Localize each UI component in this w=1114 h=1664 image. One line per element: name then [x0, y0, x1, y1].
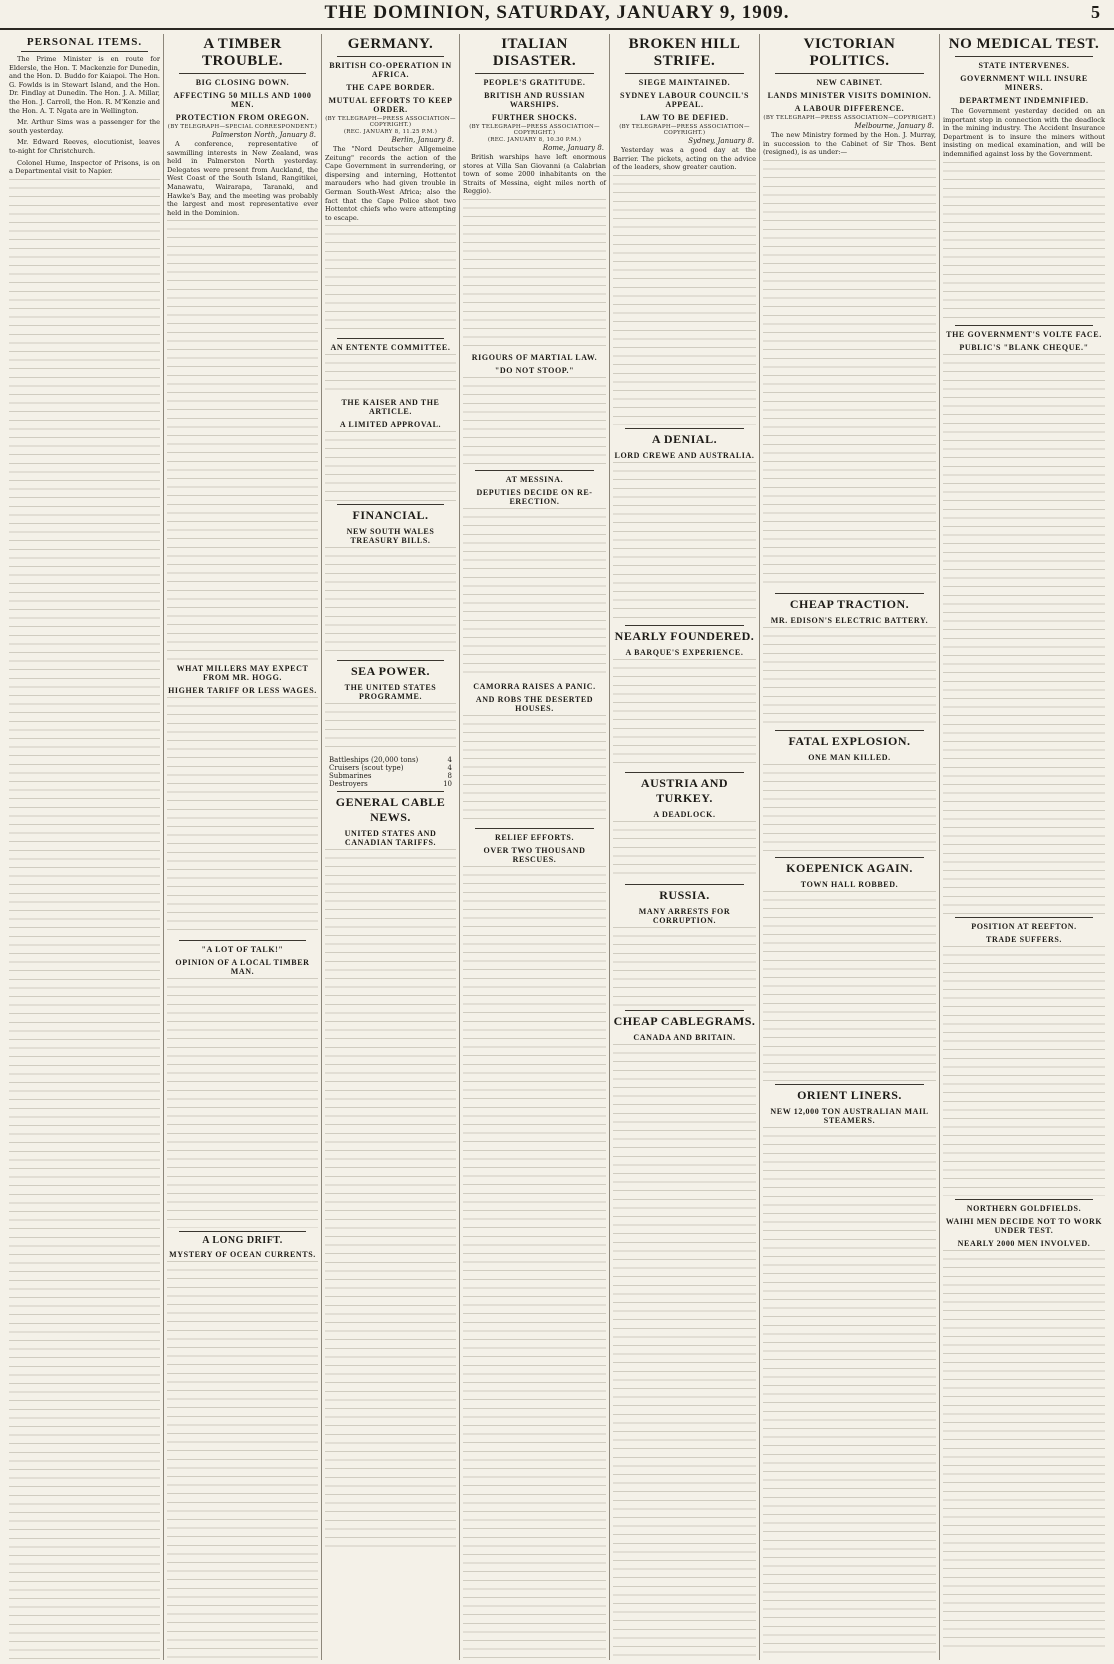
subheading: NEW SOUTH WALES TREASURY BILLS. — [346, 527, 435, 546]
body-text — [463, 377, 606, 467]
subheading: MYSTERY OF OCEAN CURRENTS. — [169, 1250, 316, 1260]
divider — [337, 791, 444, 792]
body-text — [613, 659, 756, 769]
subheading: RELIEF EFFORTS. — [494, 832, 575, 842]
subheading: A LIMITED APPROVAL. — [339, 420, 442, 430]
article-headline: FATAL EXPLOSION. — [788, 733, 911, 748]
article-headline: AUSTRIA AND TURKEY. — [640, 775, 729, 805]
article-headline: KOEPENICK AGAIN. — [786, 860, 913, 875]
article-paragraph: The new Ministry formed by the Hon. J. Murray, in succession to the Cabinet of Sir Thos. Bent (resigned), is as under:— — [763, 131, 936, 157]
subheading: SYDNEY LABOUR COUNCIL'S APPEAL. — [619, 91, 750, 109]
dateline: Palmerston North, January 8. — [211, 131, 316, 139]
body-text — [9, 179, 160, 1660]
subheading: DEPARTMENT INDEMNIFIED. — [959, 96, 1089, 105]
article-headline: FINANCIAL. — [352, 508, 429, 523]
divider — [625, 73, 744, 74]
article-headline: CHEAP CABLEGRAMS. — [613, 1013, 756, 1028]
divider — [955, 917, 1093, 918]
subheading: PUBLIC'S "BLANK CHEQUE." — [959, 342, 1089, 352]
body-text — [325, 225, 456, 335]
body-text — [943, 354, 1105, 914]
subheading: OVER TWO THOUSAND RESCUES. — [483, 845, 586, 864]
article-paragraph: Yesterday was a good day at the Barrier. The pickets, acting on the advice of the leaders, show greater caution. — [613, 146, 756, 172]
subheading: TOWN HALL ROBBED. — [800, 879, 899, 889]
article-headline: A LONG DRIFT. — [202, 1235, 283, 1247]
divider — [337, 504, 444, 505]
divider — [21, 51, 148, 52]
article-headline: ITALIAN DISASTER. — [492, 36, 577, 69]
body-text — [325, 703, 456, 753]
dateline: Melbourne, January 8. — [854, 122, 934, 130]
subheading: PEOPLE'S GRATITUDE. — [483, 78, 586, 87]
subheading: MUTUAL EFFORTS TO KEEP ORDER. — [328, 96, 453, 114]
section-heading: PERSONAL ITEMS. — [26, 36, 143, 48]
divider — [475, 470, 594, 471]
divider — [625, 884, 744, 885]
divider — [475, 828, 594, 829]
subheading: CANADA AND BRITAIN. — [633, 1032, 736, 1042]
divider — [625, 428, 744, 429]
table-cell: 8 — [447, 772, 452, 781]
table-row — [325, 764, 456, 772]
body-text — [613, 175, 756, 425]
navy-table — [325, 756, 456, 788]
divider — [775, 593, 924, 594]
body-text — [463, 866, 606, 1660]
columns — [6, 34, 1108, 1660]
newspaper-title: THE DOMINION, SATURDAY, JANUARY 9, 1909. — [324, 2, 790, 23]
column-broken-hill — [610, 34, 760, 1660]
masthead — [0, 0, 1114, 30]
divider — [955, 325, 1093, 326]
body-text — [325, 354, 456, 394]
divider — [337, 660, 444, 661]
article-headline: SEA POWER. — [350, 664, 430, 679]
table-cell: Battleships (20,000 tons) — [329, 756, 419, 765]
body-text — [613, 1044, 756, 1660]
credit-line: (BY TELEGRAPH—PRESS ASSOCIATION—COPYRIGHT.) — [325, 116, 456, 128]
page-number: 5 — [1091, 2, 1100, 22]
subheading: UNITED STATES AND CANADIAN TARIFFS. — [344, 829, 437, 848]
article-headline: A TIMBER TROUBLE. — [201, 36, 284, 69]
article-paragraph: Mr. Edward Reeves, elocutionist, leaves to-night for Christchurch. — [9, 138, 160, 155]
divider — [775, 857, 924, 858]
body-text — [613, 462, 756, 622]
dateline: Berlin, January 8. — [391, 136, 454, 144]
divider — [179, 73, 306, 74]
subheading: "A LOT OF TALK!" — [201, 945, 284, 955]
table-row — [325, 756, 456, 764]
dateline: Sydney, January 8. — [688, 137, 754, 145]
subheading: LORD CREWE AND AUSTRALIA. — [614, 450, 755, 460]
divider — [337, 56, 444, 57]
body-text — [325, 431, 456, 501]
subheading: NORTHERN GOLDFIELDS. — [966, 1203, 1082, 1213]
body-text — [463, 199, 606, 349]
divider — [955, 1199, 1093, 1200]
received-line: (REC. JANUARY 8, 11.25 P.M.) — [343, 129, 438, 135]
credit-line: (BY TELEGRAPH—PRESS ASSOCIATION—COPYRIGHT.) — [763, 115, 936, 121]
article-paragraph: Colonel Hume, Inspector of Prisons, is on a Departmental visit to Napier. — [9, 158, 160, 176]
table-cell: Cruisers (scout type) — [329, 764, 404, 773]
subheading: STATE INTERVENES. — [978, 61, 1070, 70]
article-headline: BROKEN HILL STRIFE. — [628, 36, 741, 69]
divider — [625, 625, 744, 626]
subheading: WHAT MILLERS MAY EXPECT FROM MR. HOGG. — [176, 664, 309, 683]
body-text — [167, 220, 318, 660]
subheading: MR. EDISON'S ELECTRIC BATTERY. — [770, 615, 929, 625]
subheading: WAIHI MEN DECIDE NOT TO WORK UNDER TEST. — [945, 1216, 1103, 1235]
article-headline: GENERAL CABLE NEWS. — [335, 795, 446, 825]
table-row — [325, 772, 456, 780]
divider — [337, 338, 444, 339]
article-paragraph: British warships have left enormous stores at Villa San Giovanni (a Calabrian town of some 2000 inhabitants on the Straits of Messina, eight miles north of Reggio). — [463, 153, 606, 196]
article-headline: NO MEDICAL TEST. — [948, 36, 1100, 52]
subheading: PROTECTION FROM OREGON. — [175, 113, 310, 122]
article-headline: GERMANY. — [347, 36, 434, 52]
subheading: AND ROBS THE DESERTED HOUSES. — [475, 694, 594, 713]
subheading: TRADE SUFFERS. — [986, 934, 1062, 944]
article-paragraph: The "Nord Deutscher Allgemeine Zeitung" records the action of the Cape Government in surrendering, or dispersing and interning, Hottentot marauders who had given trouble in German South-West Africa; also the fact that the Cape Police shot two Hottentot chiefs who were attempting to escape. — [325, 145, 456, 222]
subheading: FURTHER SHOCKS. — [491, 113, 578, 122]
subheading: THE CAPE BORDER. — [346, 83, 435, 92]
subheading: THE KAISER AND THE ARTICLE. — [341, 398, 440, 417]
article-headline: CHEAP TRACTION. — [789, 596, 910, 611]
subheading: NEW CABINET. — [816, 78, 883, 87]
subheading: DEPUTIES DECIDE ON RE-ERECTION. — [476, 487, 593, 506]
subheading: A LABOUR DIFFERENCE. — [794, 104, 905, 113]
body-text — [763, 160, 936, 590]
subheading: SIEGE MAINTAINED. — [638, 78, 731, 87]
body-text — [463, 508, 606, 678]
article-paragraph: A conference, representative of sawmilling interests in New Zealand, was held in Palmerston North yesterday. Delegates were present from Auckland, the West Coast of the South Island, Rangitikei, Manawatu, Wairarapa, Taranaki, and Hawke's Bay, and the meeting was probably the largest and most representative ever held in the Dominion. — [167, 140, 318, 217]
divider — [625, 1010, 744, 1011]
article-paragraph: The Prime Minister is en route for Eldersle, the Hon. T. Mackenzie for Dunedin, and the Hon. D. Buddo for Kaiapoi. The Hon. G. Fowlds is in Stewart Island, and the Hon. Dr. Findlay at Dunedin. The Hon. J. A. Millar, the Hon. J. Carroll, the Hon. R. M'Kenzie and the Hon. A. T. Ngata are in Wellington. — [9, 55, 160, 115]
column-italian — [460, 34, 610, 1660]
subheading: A DEADLOCK. — [653, 809, 716, 819]
subheading: OPINION OF A LOCAL TIMBER MAN. — [175, 958, 310, 977]
body-text — [943, 1250, 1105, 1650]
divider — [475, 73, 594, 74]
body-text — [325, 547, 456, 657]
body-text — [167, 1261, 318, 1660]
subheading: LAW TO BE DEFIED. — [640, 113, 729, 122]
credit-line: (BY TELEGRAPH—PRESS ASSOCIATION—COPYRIGHT.) — [619, 124, 750, 136]
body-text — [325, 849, 456, 1549]
subheading: RIGOURS OF MARTIAL LAW. — [471, 352, 598, 362]
divider — [775, 730, 924, 731]
dateline: Rome, January 8. — [542, 144, 604, 152]
divider — [179, 1231, 306, 1232]
article-paragraph: The Government yesterday decided on an important step in connection with the deadlock in the mining industry. The Accident Insurance Department is to insure the miners without insisting on medical examination, and will be indemnified against loss by the Government. — [943, 107, 1105, 158]
article-headline: ORIENT LINERS. — [797, 1087, 902, 1102]
subheading: A BARQUE'S EXPERIENCE. — [625, 647, 744, 657]
subheading: THE UNITED STATES PROGRAMME. — [344, 683, 437, 702]
table-cell: 4 — [447, 756, 452, 765]
received-line: (REC. JANUARY 8, 10.30 P.M.) — [487, 137, 582, 143]
table-cell: Destroyers — [329, 780, 368, 789]
divider — [955, 56, 1093, 57]
body-text — [763, 764, 936, 854]
subheading: MANY ARRESTS FOR CORRUPTION. — [638, 906, 731, 925]
body-text — [613, 821, 756, 881]
body-text — [763, 891, 936, 1081]
body-text — [763, 1127, 936, 1660]
body-text — [167, 697, 318, 937]
subheading: AN ENTENTE COMMITTEE. — [330, 343, 451, 353]
subheading: "DO NOT STOOP." — [494, 365, 575, 375]
table-row — [325, 780, 456, 788]
subheading: GOVERNMENT WILL INSURE MINERS. — [960, 74, 1088, 92]
subheading: LANDS MINISTER VISITS DOMINION. — [767, 91, 932, 100]
subheading: NEW 12,000 TON AUSTRALIAN MAIL STEAMERS. — [770, 1106, 929, 1125]
body-text — [763, 627, 936, 727]
body-text — [613, 927, 756, 1007]
column-victorian — [760, 34, 940, 1660]
table-cell: Submarines — [329, 772, 372, 781]
article-headline: NEARLY FOUNDERED. — [614, 628, 755, 643]
article-paragraph: Mr. Arthur Sims was a passenger for the south yesterday. — [9, 118, 160, 135]
divider — [179, 940, 306, 941]
body-text — [943, 162, 1105, 322]
divider — [775, 1084, 924, 1085]
divider — [625, 772, 744, 773]
body-text — [463, 715, 606, 825]
divider — [775, 73, 924, 74]
subheading: AFFECTING 50 MILLS AND 1000 MEN. — [173, 91, 312, 109]
column-timber — [164, 34, 322, 1660]
column-medical — [940, 34, 1108, 1660]
subheading: CAMORRA RAISES A PANIC. — [473, 681, 596, 691]
table-cell: 10 — [443, 780, 452, 789]
credit-line: (BY TELEGRAPH—SPECIAL CORRESPONDENT.) — [167, 124, 318, 130]
subheading: HIGHER TARIFF OR LESS WAGES. — [168, 686, 317, 696]
column-personal — [6, 34, 164, 1660]
subheading: BRITISH AND RUSSIAN WARSHIPS. — [484, 91, 585, 109]
subheading: BIG CLOSING DOWN. — [195, 78, 290, 87]
body-text — [167, 978, 318, 1228]
article-headline: RUSSIA. — [659, 887, 710, 902]
article-headline: VICTORIAN POLITICS. — [803, 36, 896, 69]
article-headline: A DENIAL. — [651, 431, 718, 446]
subheading: NEARLY 2000 MEN INVOLVED. — [957, 1238, 1091, 1248]
subheading: BRITISH CO-OPERATION IN AFRICA. — [329, 61, 452, 79]
column-germany — [322, 34, 460, 1660]
subheading: ONE MAN KILLED. — [808, 752, 891, 762]
subheading: THE GOVERNMENT'S VOLTE FACE. — [946, 329, 1102, 339]
subheading: AT MESSINA. — [505, 474, 564, 484]
credit-line: (BY TELEGRAPH—PRESS ASSOCIATION—COPYRIGHT.) — [469, 124, 600, 136]
table-cell: 4 — [447, 764, 452, 773]
subheading: POSITION AT REEFTON. — [971, 921, 1077, 931]
body-text — [943, 946, 1105, 1196]
